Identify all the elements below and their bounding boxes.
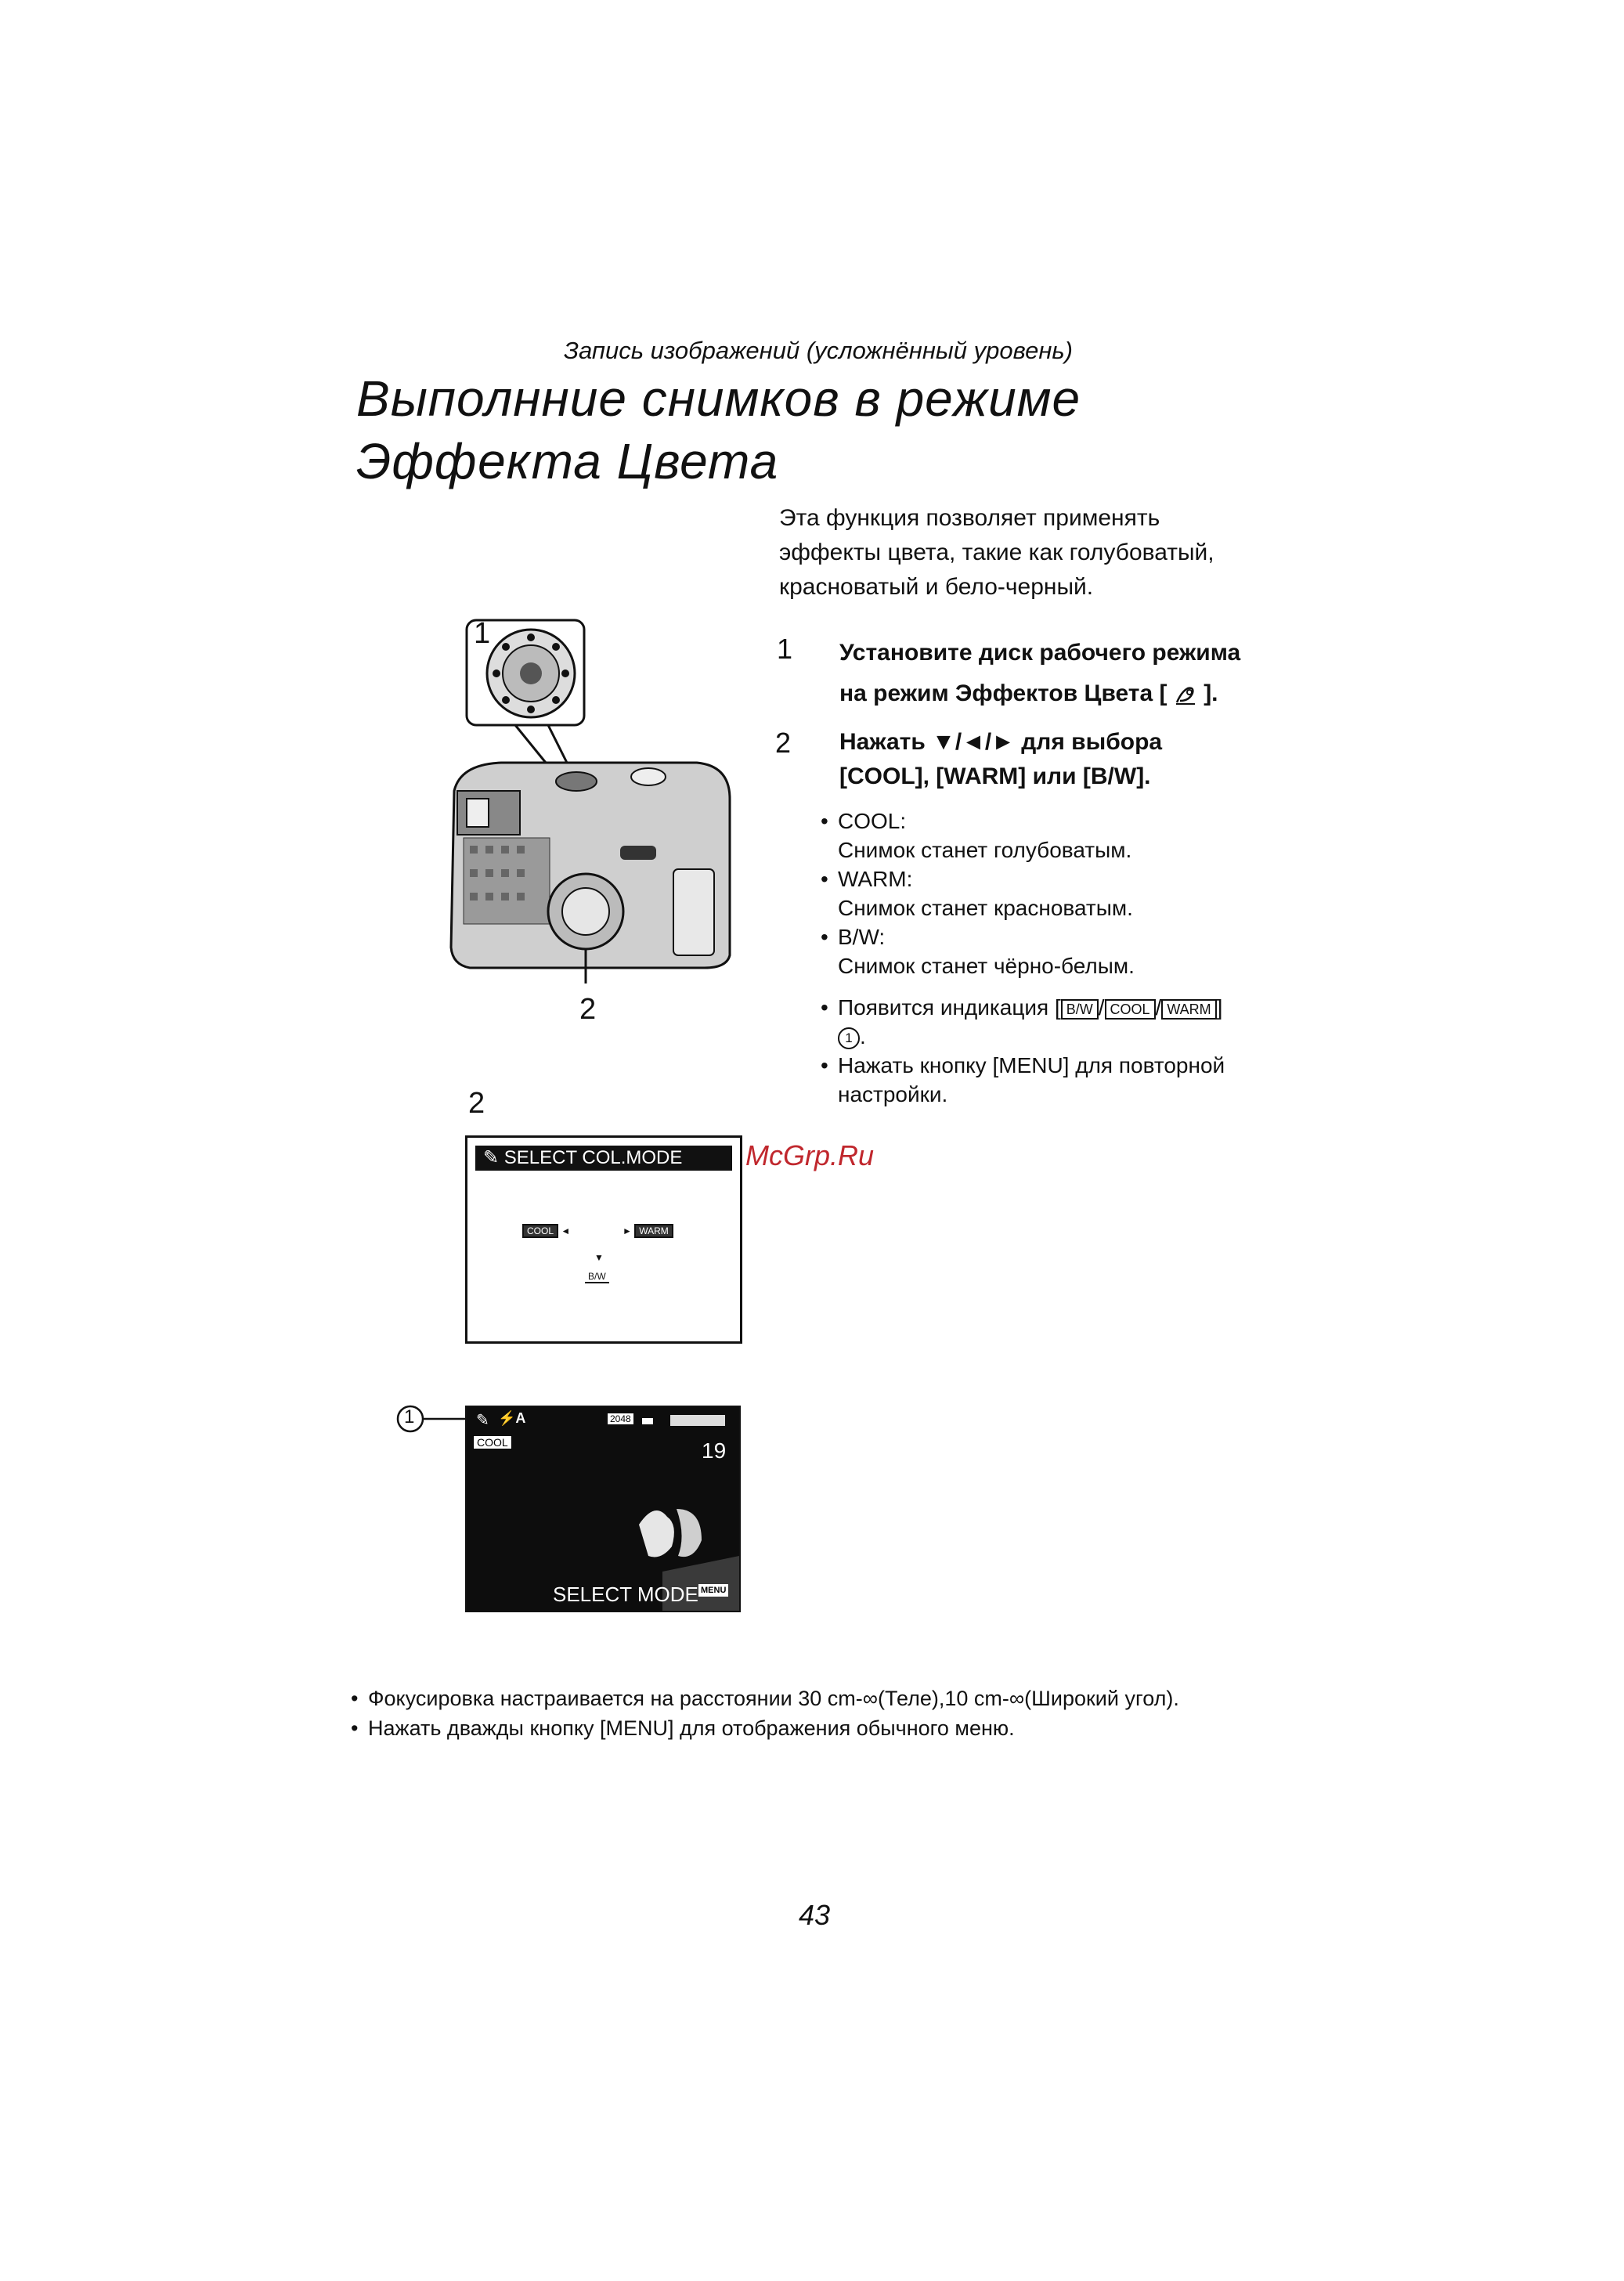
indicator-note-prefix: Появится индикация [ xyxy=(838,995,1061,1020)
footer-note-2-text: Нажать дважды кнопку [MENU] для отображения обычного меню. xyxy=(368,1716,1015,1740)
camera-illustration xyxy=(438,611,736,987)
down-arrow-icon: ▼ xyxy=(594,1252,604,1263)
left-arrow-icon: ◄ xyxy=(561,1225,571,1236)
watermark: McGrp.Ru xyxy=(745,1139,875,1171)
footer-note: • Нажать дважды кнопку [MENU] для отображения обычного меню. xyxy=(351,1716,1015,1740)
lcd-header-text: SELECT COL.MODE xyxy=(503,1147,683,1168)
camera-label-1: 1 xyxy=(474,617,491,650)
step-2-number: 2 xyxy=(775,727,792,759)
option-cool: • COOL: xyxy=(821,809,907,833)
step-2-line-2: [COOL], [WARM] или [B/W]. xyxy=(839,763,1151,789)
shots-remaining: 19 xyxy=(702,1438,727,1463)
options-list xyxy=(821,807,1135,980)
flash-auto-indicator: ⚡A xyxy=(498,1410,526,1426)
menu-note: • Нажать кнопку [MENU] для повторной xyxy=(821,1053,1225,1077)
lcd-header xyxy=(475,1146,732,1171)
intro-line: Эта функция позволяет применять xyxy=(779,505,1160,531)
step-1-text xyxy=(839,633,1240,714)
page-title-line-1: Выполнние снимков в режиме xyxy=(356,370,1081,427)
step-2-text xyxy=(839,725,1162,794)
color-effect-icon xyxy=(1174,684,1197,706)
option-cool-name: COOL: xyxy=(838,809,907,833)
lcd-option-warm-chip: WARM xyxy=(634,1224,673,1238)
option-bw-name: B/W: xyxy=(838,925,886,949)
callout-1 xyxy=(395,1403,467,1438)
callout-1-number: 1 xyxy=(404,1406,415,1427)
bw-badge: B/W xyxy=(1061,999,1099,1020)
menu-note-line-2: настройки. xyxy=(838,1082,948,1106)
step-1-number: 1 xyxy=(777,633,793,665)
section-caption: Запись изображений (усложнённый уровень) xyxy=(564,337,1074,364)
page-number: 43 xyxy=(799,1899,831,1931)
lcd-option-bw: B/W xyxy=(585,1271,609,1283)
lcd-option-cool-chip: COOL xyxy=(522,1224,558,1238)
footer-note-1-text: Фокусировка настраивается на расстоянии 30 cm-∞(Теле),10 cm-∞(Широкий угол). xyxy=(368,1687,1179,1710)
resolution-indicator: 2048 xyxy=(608,1413,633,1424)
indicator-note: • Появится индикация [ B/W / COOL / WARM ] xyxy=(821,995,1223,1020)
indicator-note-suffix: ] xyxy=(1216,995,1223,1020)
step-1-line-2-text: на режим Эффектов Цвета [ xyxy=(839,680,1167,706)
notes-list xyxy=(821,993,1225,1109)
menu-note-line-1: Нажать кнопку [MENU] для повторной xyxy=(838,1053,1225,1077)
step-1-line-2-end: ]. xyxy=(1204,680,1218,706)
menu-button-indicator: MENU xyxy=(698,1584,728,1597)
warm-badge: WARM xyxy=(1161,999,1216,1020)
intro-paragraph xyxy=(779,501,1312,605)
cool-badge: COOL xyxy=(1105,999,1156,1020)
indicator-ref: 1 . xyxy=(821,1022,1225,1051)
option-bw-desc: Снимок станет чёрно-белым. xyxy=(838,954,1135,978)
intro-line: эффекты цвета, такие как голубоватый, xyxy=(779,540,1214,565)
battery-icon xyxy=(670,1415,725,1426)
lcd-live-view-screen xyxy=(465,1406,741,1612)
lcd-select-mode-screen xyxy=(465,1135,742,1344)
camera-label-2: 2 xyxy=(579,993,597,1026)
option-bw: • B/W: xyxy=(821,925,886,949)
lcd-option-warm xyxy=(623,1224,673,1238)
color-effect-icon: ✎ xyxy=(476,1412,489,1429)
lcd-label-2: 2 xyxy=(468,1087,485,1120)
cool-mode-badge: COOL xyxy=(473,1435,512,1449)
select-mode-footer: SELECT MODE xyxy=(553,1583,698,1606)
step-2-line-1: Нажать ▼/◄/► для выбора xyxy=(839,729,1163,755)
page-title-line-2: Эффекта Цвета xyxy=(356,433,779,489)
option-warm: • WARM: xyxy=(821,867,913,891)
quality-icon xyxy=(642,1418,653,1424)
footer-notes xyxy=(351,1684,1179,1743)
color-effect-icon: ✎ xyxy=(483,1147,500,1168)
step-1-line-2 xyxy=(839,673,1240,714)
option-warm-name: WARM: xyxy=(838,867,913,891)
footer-note: • Фокусировка настраивается на расстоянии 30 cm-∞(Теле),10 cm-∞(Широкий угол). xyxy=(351,1687,1179,1710)
step-1-line-1: Установите диск рабочего режима xyxy=(839,640,1241,666)
intro-line: красноватый и бело-черный. xyxy=(779,574,1094,600)
option-warm-desc: Снимок станет красноватым. xyxy=(838,896,1133,920)
right-arrow-icon: ► xyxy=(623,1225,632,1236)
option-cool-desc: Снимок станет голубоватым. xyxy=(838,838,1132,862)
callout-1-marker: 1 xyxy=(838,1027,860,1049)
lcd-option-cool xyxy=(522,1224,570,1238)
